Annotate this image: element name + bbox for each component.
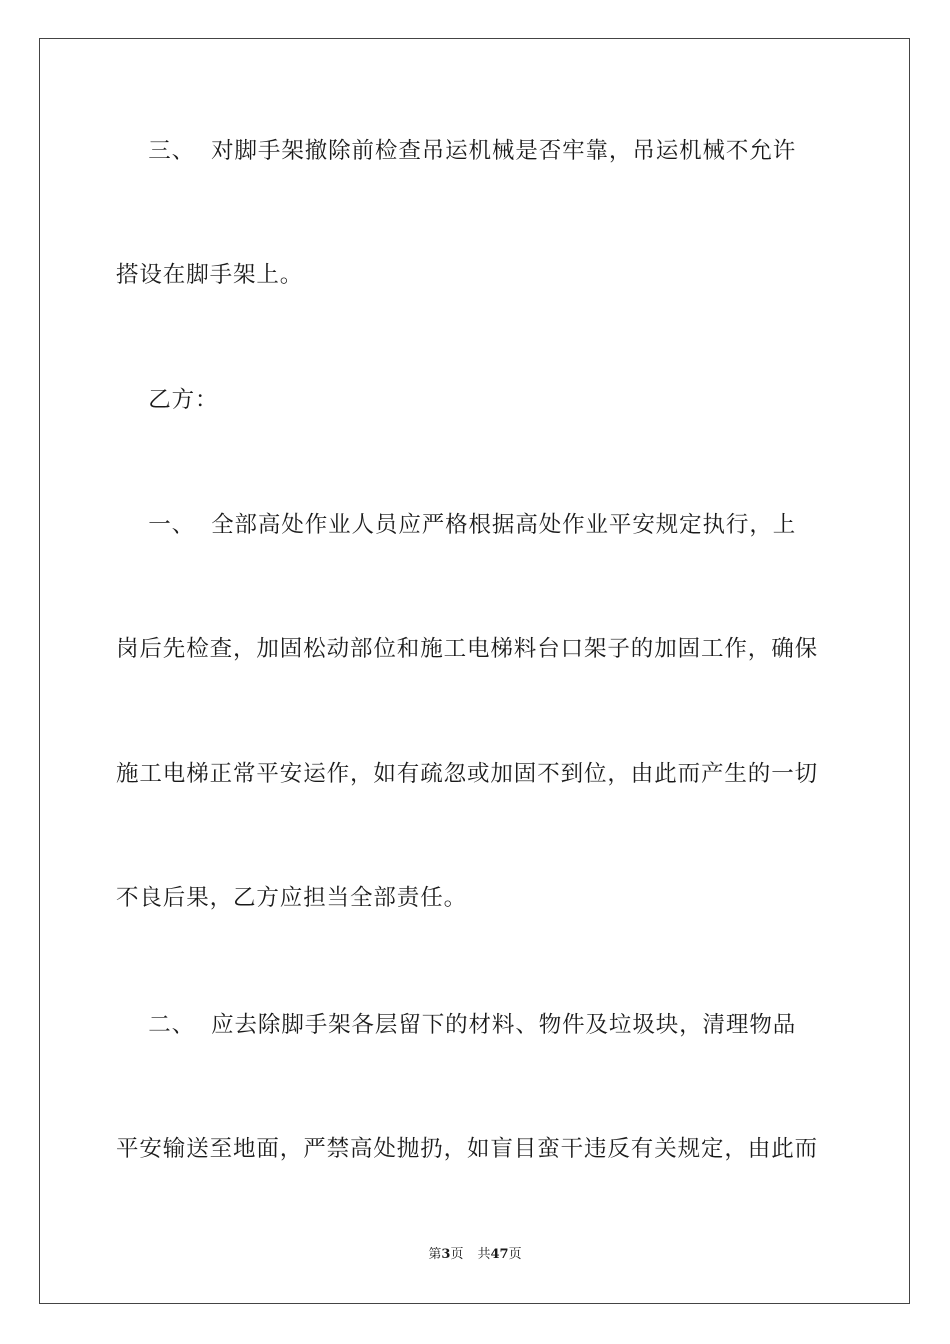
paragraph-line-3: 一、 全部高处作业人员应严格根据高处作业平安规定执行，上 [116, 512, 797, 538]
total-pages: 47 [490, 1247, 509, 1262]
paragraph-line-8: 平安输送至地面，严禁高处抛扔，如盲目蛮干违反有关规定，由此而 [116, 1136, 819, 1162]
paragraph-line-4: 岗后先检查，加固松动部位和施工电梯料台口架子的加固工作，确保 [116, 636, 819, 662]
section-heading-party-b: 乙方： [116, 387, 219, 413]
page-number: 3 [441, 1247, 451, 1262]
paragraph-line-7: 二、 应去除脚手架各层留下的材料、物件及垃圾块，清理物品 [116, 1012, 797, 1038]
page-prefix: 第 [428, 1247, 442, 1262]
page-suffix: 页 [450, 1247, 464, 1262]
page-footer [0, 1246, 950, 1264]
paragraph-line-5: 施工电梯正常平安运作，如有疏忽或加固不到位，由此而产生的一切 [116, 761, 819, 787]
paragraph-line-6: 不良后果，乙方应担当全部责任。 [116, 885, 468, 911]
page-border [39, 38, 910, 1304]
paragraph-line-2: 搭设在脚手架上。 [116, 262, 304, 288]
paragraph-line-1: 三、 对脚手架撤除前检查吊运机械是否牢靠，吊运机械不允许 [116, 138, 797, 164]
total-suffix: 页 [508, 1247, 522, 1262]
total-prefix: 共 [477, 1247, 491, 1262]
